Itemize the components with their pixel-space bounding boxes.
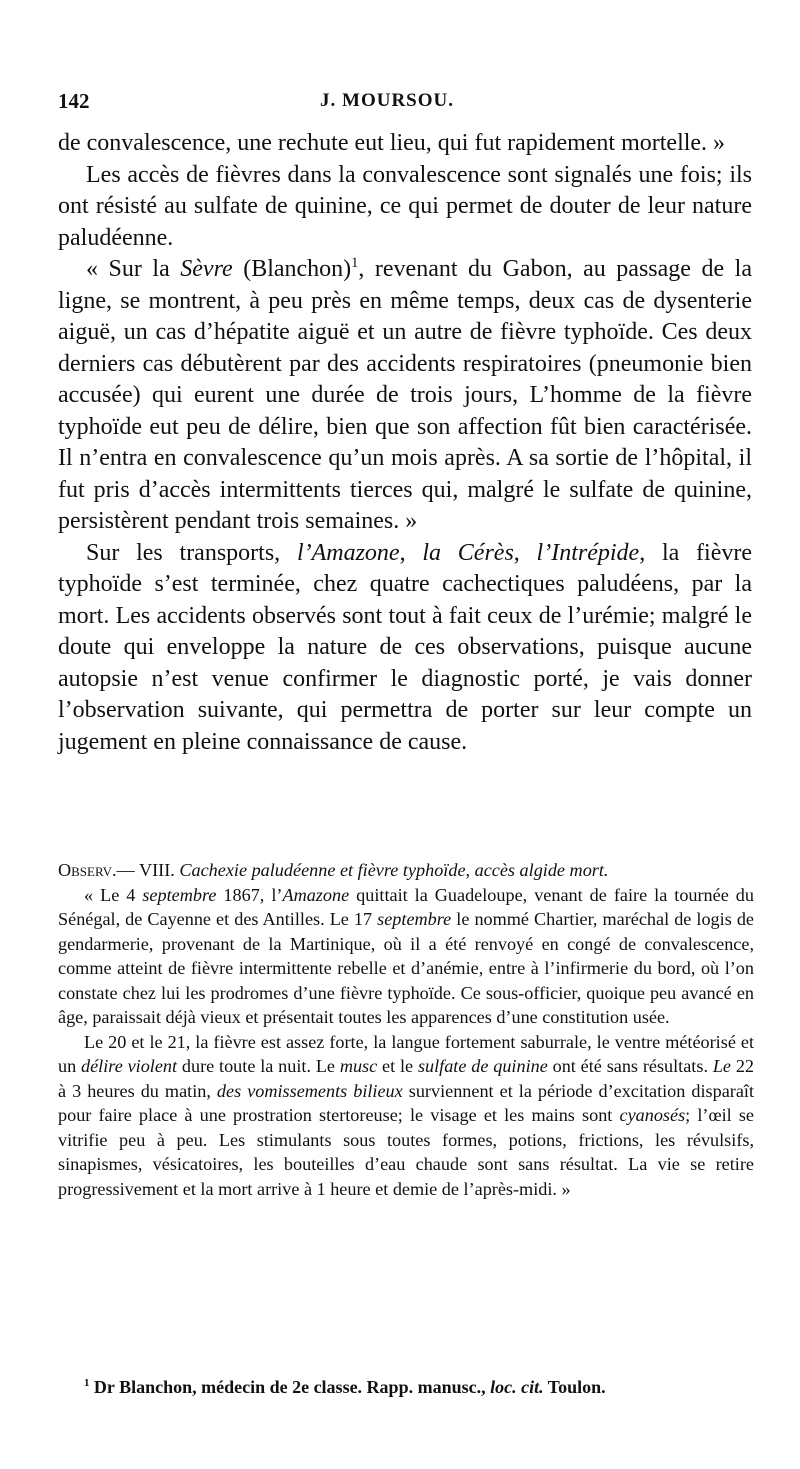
paragraph-1: de convalescence, une rechute eut lieu, qui fut rapidement mortelle. » [58,130,726,156]
ship-name: l’Intrépide [536,539,640,566]
paragraph-2: Les accès de fièvres dans la convalescence sont signalés une fois; ils ont résisté au sulfate de quinine, ce qui permet de douter de leur nature paludéenne. [58,161,752,251]
paragraph-3: « Sur la Sèvre (Blanchon)$^1$, revenant du Gabon, au passage de la ligne, se montrent, à peu près en même temps, deux cas de dysenterie aiguë, un cas d’hépatite aiguë et un autre de fièvre typhoïde. Ces deux derniers cas débutèrent par des accidents respiratoires (pneumonie bien accusée) qui eurent une durée de trois jours, L’homme de la fièvre typhoïde eut peu de délire, bien que son affection fût bien caractérisée. Il n’entra en convalescence qu’un mois après. A sa sortie de l’hôpital, il fut pris d’accès intermittents tierces qui, malgré le sulfate de quinine, persistèrent pendant trois semaines. » [58,255,752,534]
ship-name: Sèvre [180,256,233,282]
page-header [58,86,754,116]
ship-name: la Cérès [422,539,514,566]
page-number: 142 [58,88,90,113]
footnote-ref: 1 [351,255,359,271]
ship-name: l’Amazone [296,539,400,566]
observation-number: — VIII. [116,860,180,880]
observation-block [58,858,754,1201]
footnote: $^1$ Dr Blanchon, médecin de 2e classe. Rapp. manusc., loc. cit. Toulon. [84,1377,606,1397]
running-head: J. MOURSOU. [320,90,454,111]
observation-paragraph-2: Le 20 et le 21, la fièvre est assez forte, la langue fortement saburrale, le ventre météorisé et un délire violent dure toute la nuit. Le musc et le sulfate de quinine ont été sans résultats. Le 22 à 3 heures du matin, des vomissements bilieux surviennent et la période d’excitation disparaît pour faire place à une prostration stertoreuse; le visage et les mains sont cyanosés; l’œil se vitrifie peu à peu. Les stimulants sous toutes formes, potions, frictions, les révulsifs, sinapismes, vésicatoires, les bouteilles d’eau chaude sont sans résultat. La vie se retire progressivement et la mort arrive à 1 heure et demie de l’après-midi. » [58,1031,755,1199]
main-text [58,128,752,758]
observation-title: Cachexie paludéenne et fièvre typhoïde, accès algide mort. [179,860,609,880]
observation-heading [58,858,754,883]
observation-paragraph-1: « Le 4 septembre 1867, l’Amazone quittait la Guadeloupe, venant de faire la tournée du Sénégal, de Cayenne et des Antilles. Le 17 septembre le nommé Chartier, maréchal de logis de gendarmerie, provenant de la Martinique, où il a été renvoyé en congé de convalescence, comme atteint de fièvre intermittente rebelle et d’anémie, entre à l’infirmerie du bord, où l’on constate chez lui les prodromes d’une fièvre typhoïde. Ce sous-officier, quoique peu avancé en âge, paraissait déjà vieux et présentait toutes les apparences d’une constitution usée. [58,884,754,1027]
paragraph-4: Sur les transports, l’Amazone, la Cérès, l’Intrépide, la fièvre typhoïde s’est terminée, chez quatre cachectiques paludéens, par la mort. Les accidents observés sont tout à fait ceux de l’urémie; malgré le doute qui enveloppe la nature de ces observations, puisque aucune autopsie n’est venue confirmer le diagnostic porté, je vais donner l’observation suivante, qui permettra de porter sur leur compte un jugement en pleine connaissance de cause. [58,539,752,755]
observation-label: Observ. [58,860,117,880]
ship-name: Amazone [282,884,350,905]
footnote-mark: 1 [84,1377,90,1389]
